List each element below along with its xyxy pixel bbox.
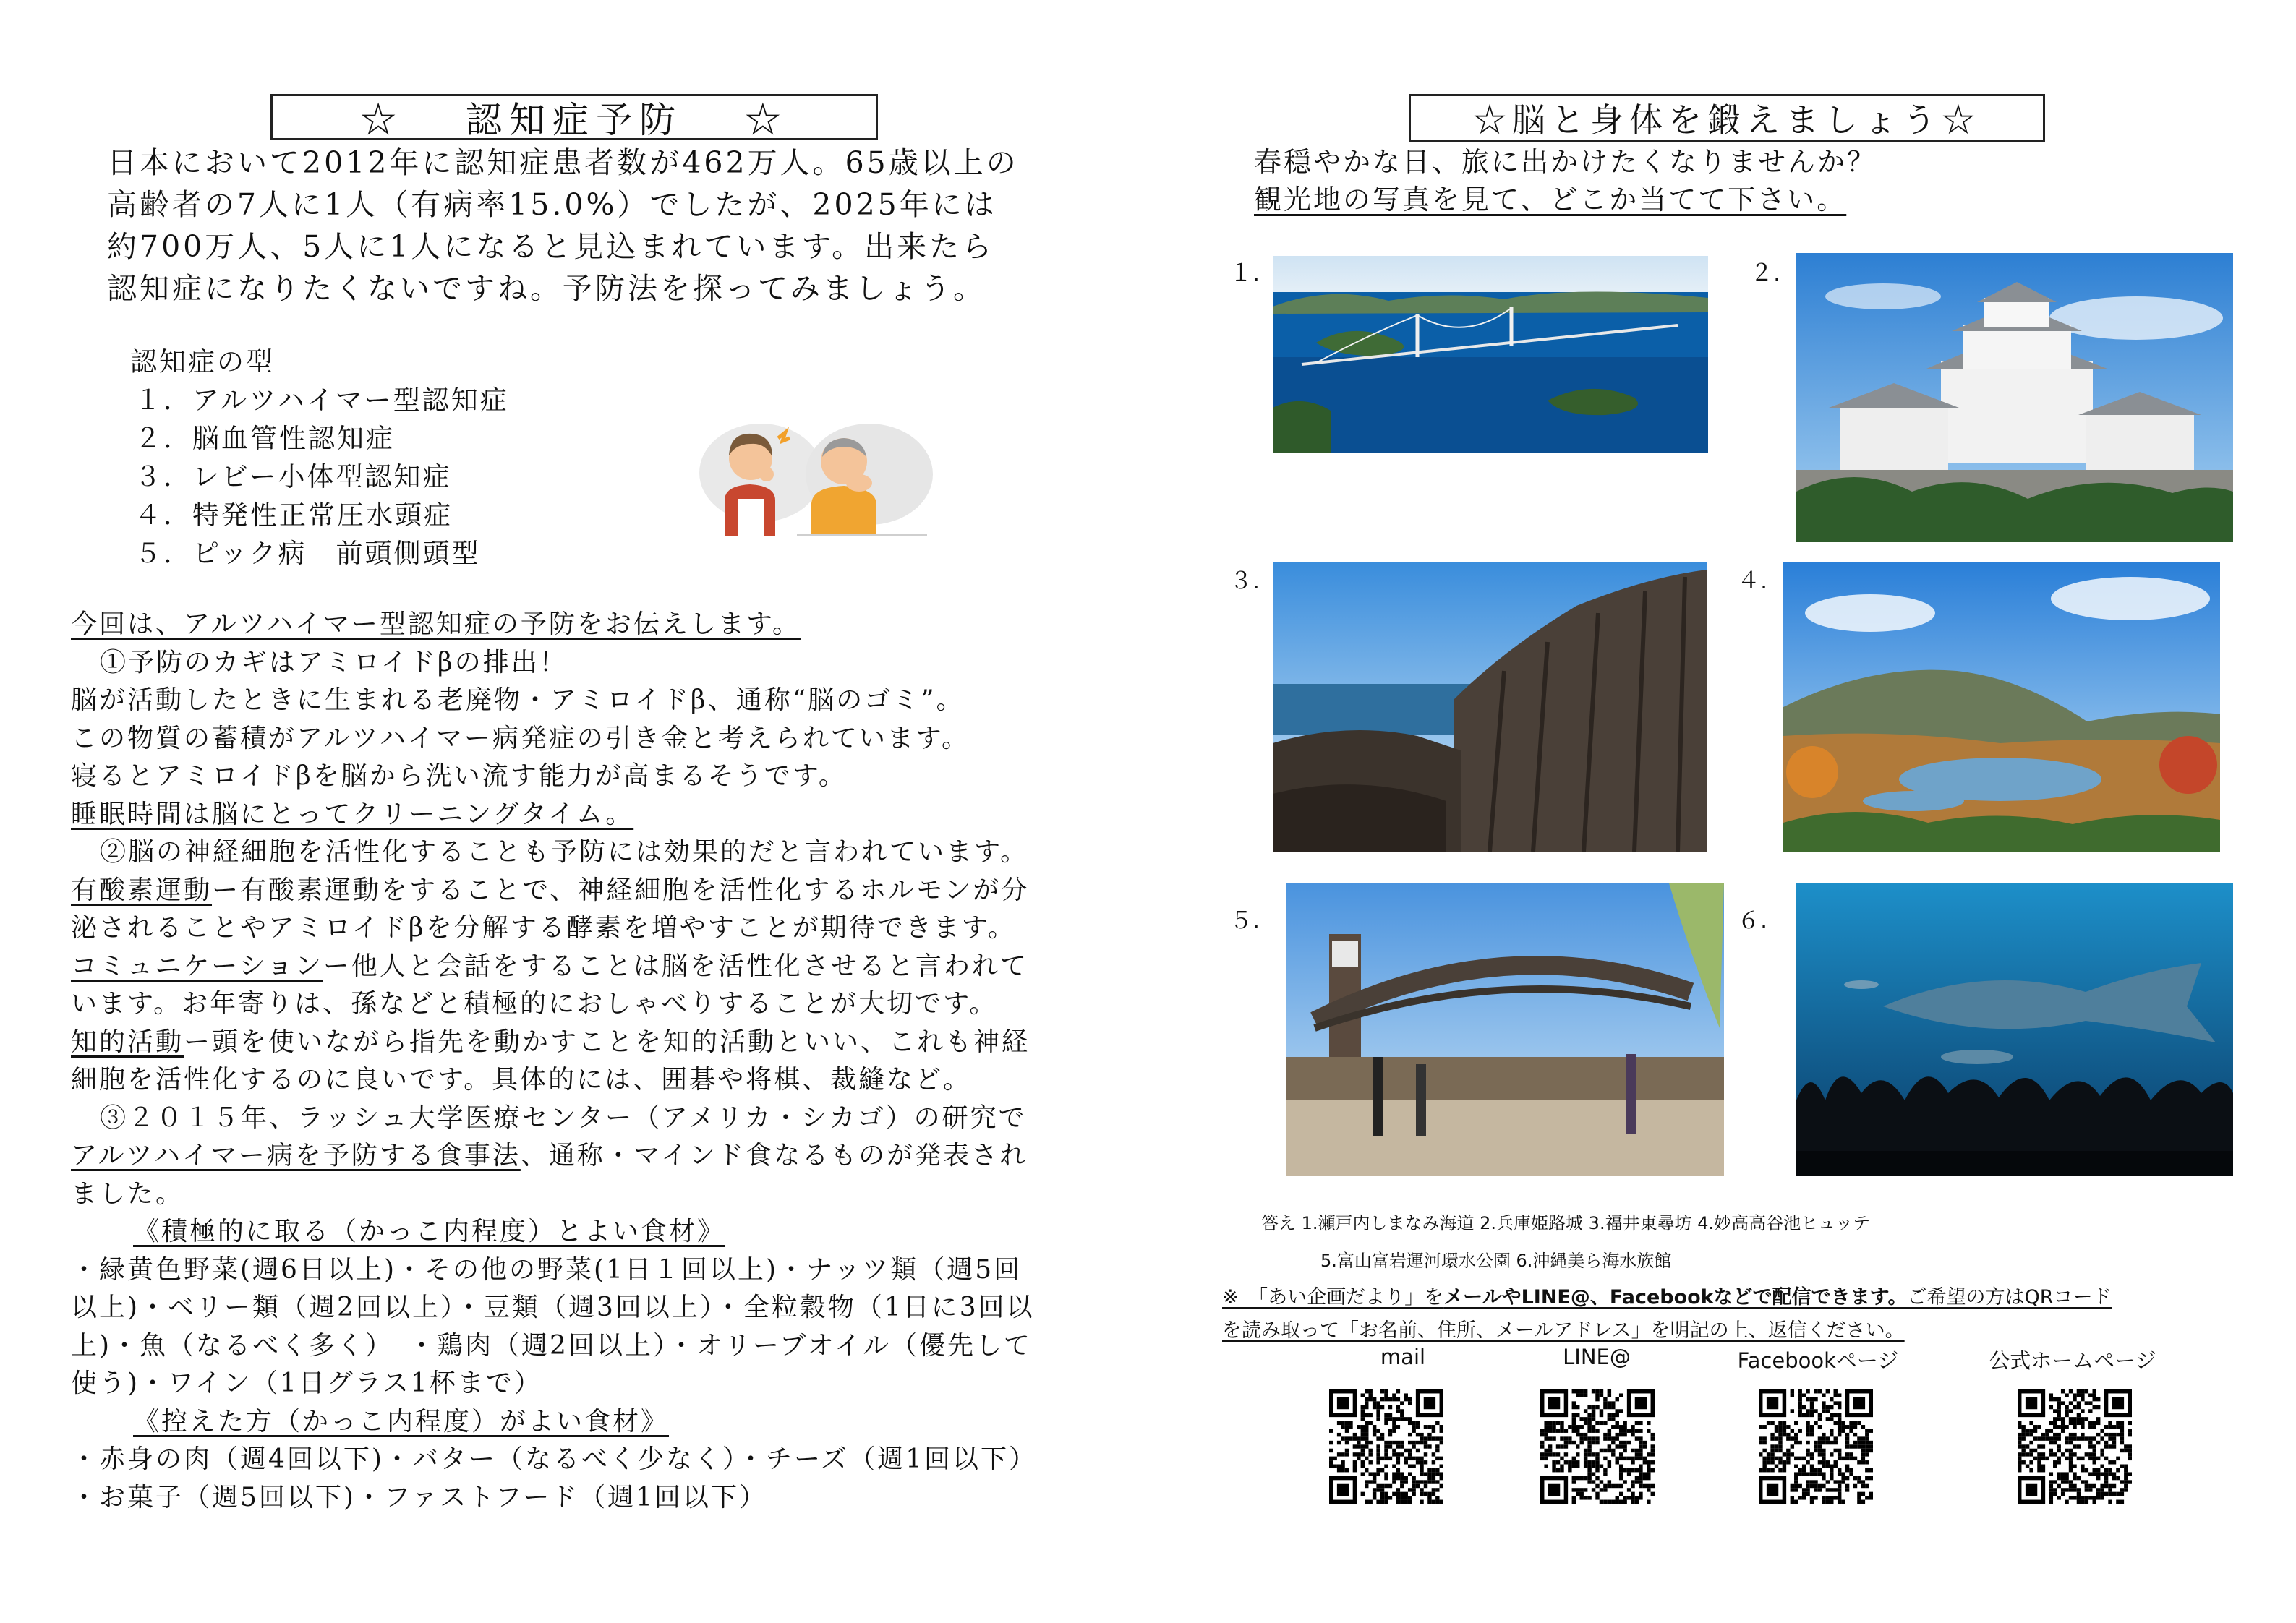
photo-number: ６. <box>1737 907 1768 934</box>
notice-text: を読み取って「お名前、住所、メールアドレス」を明記の上、返信ください。 <box>1222 1319 1905 1342</box>
limit-food-line: ・お菓子（週5回以下)・ファストフード（週1回以下） <box>71 1482 767 1512</box>
photo-myoko-wetland <box>1783 562 2220 852</box>
quiz-title: ☆脳と身体を鍛えましょう☆ <box>1409 94 2045 142</box>
photo-kansui-park <box>1286 883 1724 1176</box>
notice-mark: ※ <box>1222 1286 1258 1309</box>
limit-foods-heading: 《控えた方（かっこ内程度）がよい食材》 <box>133 1406 670 1436</box>
qr-label-facebook: Facebookページ <box>1737 1348 1899 1373</box>
qr-label-line: LINE@ <box>1563 1345 1631 1369</box>
good-food-line: 上)・魚（なるべく多く） ・鶏肉（週2回以上）・オリーブオイル（優先して <box>71 1330 1032 1361</box>
sleep-emphasis: 睡眠時間は脳にとってクリーニングタイム。 <box>71 799 634 829</box>
article-line: 泌されることやアミロイドβを分解する酵素を増やすことが期待できます。 <box>71 913 1016 943</box>
intellectual-text: ー頭を使いながら指先を動かすことを知的活動といい、これも神経 <box>184 1027 1030 1057</box>
diet-term: アルツハイマー病を予防する食事法 <box>71 1141 521 1170</box>
notice-text: 「あい企画だより」を <box>1258 1286 1444 1309</box>
qr-label-homepage: 公式ホームページ <box>1989 1348 2156 1373</box>
photo-number: ２. <box>1750 259 1781 286</box>
intellectual-term: 知的活動 <box>71 1027 184 1057</box>
qr-label-mail: mail <box>1380 1345 1426 1369</box>
article-line: 脳が活動したときに生まれる老廃物・アミロイドβ、通称“脳のゴミ”。 <box>71 685 965 715</box>
photo-number: ３. <box>1229 567 1260 594</box>
aerobic-term: 有酸素運動 <box>71 875 213 905</box>
photo-tojinbo-cliffs <box>1273 562 1707 852</box>
page-title: ☆ 認知症予防 ☆ <box>270 94 878 140</box>
article-lead: 今回は、アルツハイマー型認知症の予防をお伝えします。 <box>71 609 801 639</box>
good-food-line: 以上)・ベリー類（週2回以上）・豆類（週3回以上）・全粒穀物（1日に3回以 <box>71 1293 1035 1322</box>
intro-line: 高齢者の7人に1人（有病率15.0%）でしたが、2025年には <box>107 187 997 222</box>
quiz-lead <box>1254 143 1877 218</box>
point-1-heading: ①予防のカギはアミロイドβの排出！ <box>100 647 568 677</box>
facebook-qr-code[interactable] <box>1759 1389 1873 1504</box>
intro-line: 約700万人、5人に1人になると見込まれています。出来たら <box>107 229 995 264</box>
diet-text: 、通称・マインド食なるものが発表され <box>520 1141 1028 1170</box>
quiz-answers: 5.富山富岩運河環水公園 6.沖縄美ら海水族館 <box>1320 1251 1672 1271</box>
list-item: ５．ピック病 前頭側頭型 <box>135 538 481 569</box>
photo-number: ５. <box>1229 907 1260 934</box>
quiz-lead-line: 春穏やかな日、旅に出かけたくなりませんか？ <box>1254 146 1877 178</box>
notice-text: ご希望の方はQRコード <box>1907 1286 2112 1309</box>
communication-term: コミュニケーション <box>71 951 323 981</box>
article-line: ました。 <box>71 1178 184 1209</box>
list-item: ２．脳血管性認知症 <box>135 423 395 454</box>
types-heading: 認知症の型 <box>130 346 275 377</box>
newsletter-notice <box>1222 1281 2112 1348</box>
photo-number: １. <box>1229 259 1260 286</box>
good-food-line: 使う)・ワイン（1日グラス1杯まで） <box>71 1369 542 1398</box>
photo-himeji-castle <box>1796 253 2233 542</box>
photo-shimanami-bridge <box>1273 256 1708 453</box>
homepage-qr-code[interactable] <box>2018 1389 2132 1504</box>
good-foods-heading: 《積極的に取る（かっこ内程度）とよい食材》 <box>133 1217 726 1246</box>
prevention-article <box>71 606 1098 1517</box>
dementia-types-list <box>130 343 509 573</box>
photo-churaumi-aquarium <box>1796 883 2233 1176</box>
intro-line: 認知症になりたくないですね。予防法を探ってみましょう。 <box>107 271 986 306</box>
good-food-line: ・緑黄色野菜(週6日以上)・その他の野菜(1日１回以上)・ナッツ類（週5回 <box>71 1254 1023 1285</box>
elderly-couple-illustration <box>696 414 934 536</box>
article-line: この物質の蓄積がアルツハイマー病発症の引き金と考えられています。 <box>71 723 970 753</box>
line-qr-code[interactable] <box>1540 1389 1655 1504</box>
aerobic-text: ー有酸素運動をすることで、神経細胞を活性化するホルモンが分 <box>212 875 1030 905</box>
point-2-heading: ②脳の神経細胞を活性化することも予防には効果的だと言われています。 <box>100 837 1029 867</box>
quiz-instruction: 観光地の写真を見て、どこか当てて下さい。 <box>1254 184 1847 215</box>
article-line: 寝るとアミロイドβを脳から洗い流す能力が高まるそうです。 <box>71 761 847 791</box>
intro-paragraph <box>107 142 1047 309</box>
list-item: １．アルツハイマー型認知症 <box>135 385 509 416</box>
photo-number: ４. <box>1737 567 1768 594</box>
communication-text: ー他人と会話をすることは脳を活性化させると言われて <box>323 951 1028 981</box>
article-line: 細胞を活性化するのに良いです。具体的には、囲碁や将棋、裁縫など。 <box>71 1065 972 1095</box>
mail-qr-code[interactable] <box>1329 1389 1443 1504</box>
list-item: ３．レビー小体型認知症 <box>135 461 452 492</box>
quiz-answers: 答え 1.瀬戸内しまなみ海道 2.兵庫姫路城 3.福井東尋坊 4.妙高高谷池ヒュッテ <box>1261 1213 1871 1233</box>
intro-line: 日本において2012年に認知症患者数が462万人。65歳以上の <box>107 145 1019 180</box>
point-3-heading: ③２０１５年、ラッシュ大学医療センター（アメリカ・シカゴ）の研究で <box>100 1102 1027 1133</box>
notice-emphasis: メールやLINE@、Facebookなどで配信できます。 <box>1443 1286 1908 1309</box>
list-item: ４．特発性正常圧水頭症 <box>135 500 453 531</box>
article-line: います。お年寄りは、孫などと積極的におしゃべりすることが大切です。 <box>71 989 998 1019</box>
limit-food-line: ・赤身の肉（週4回以下)・バター（なるべく少なく）・チーズ（週1回以下） <box>71 1444 1038 1474</box>
